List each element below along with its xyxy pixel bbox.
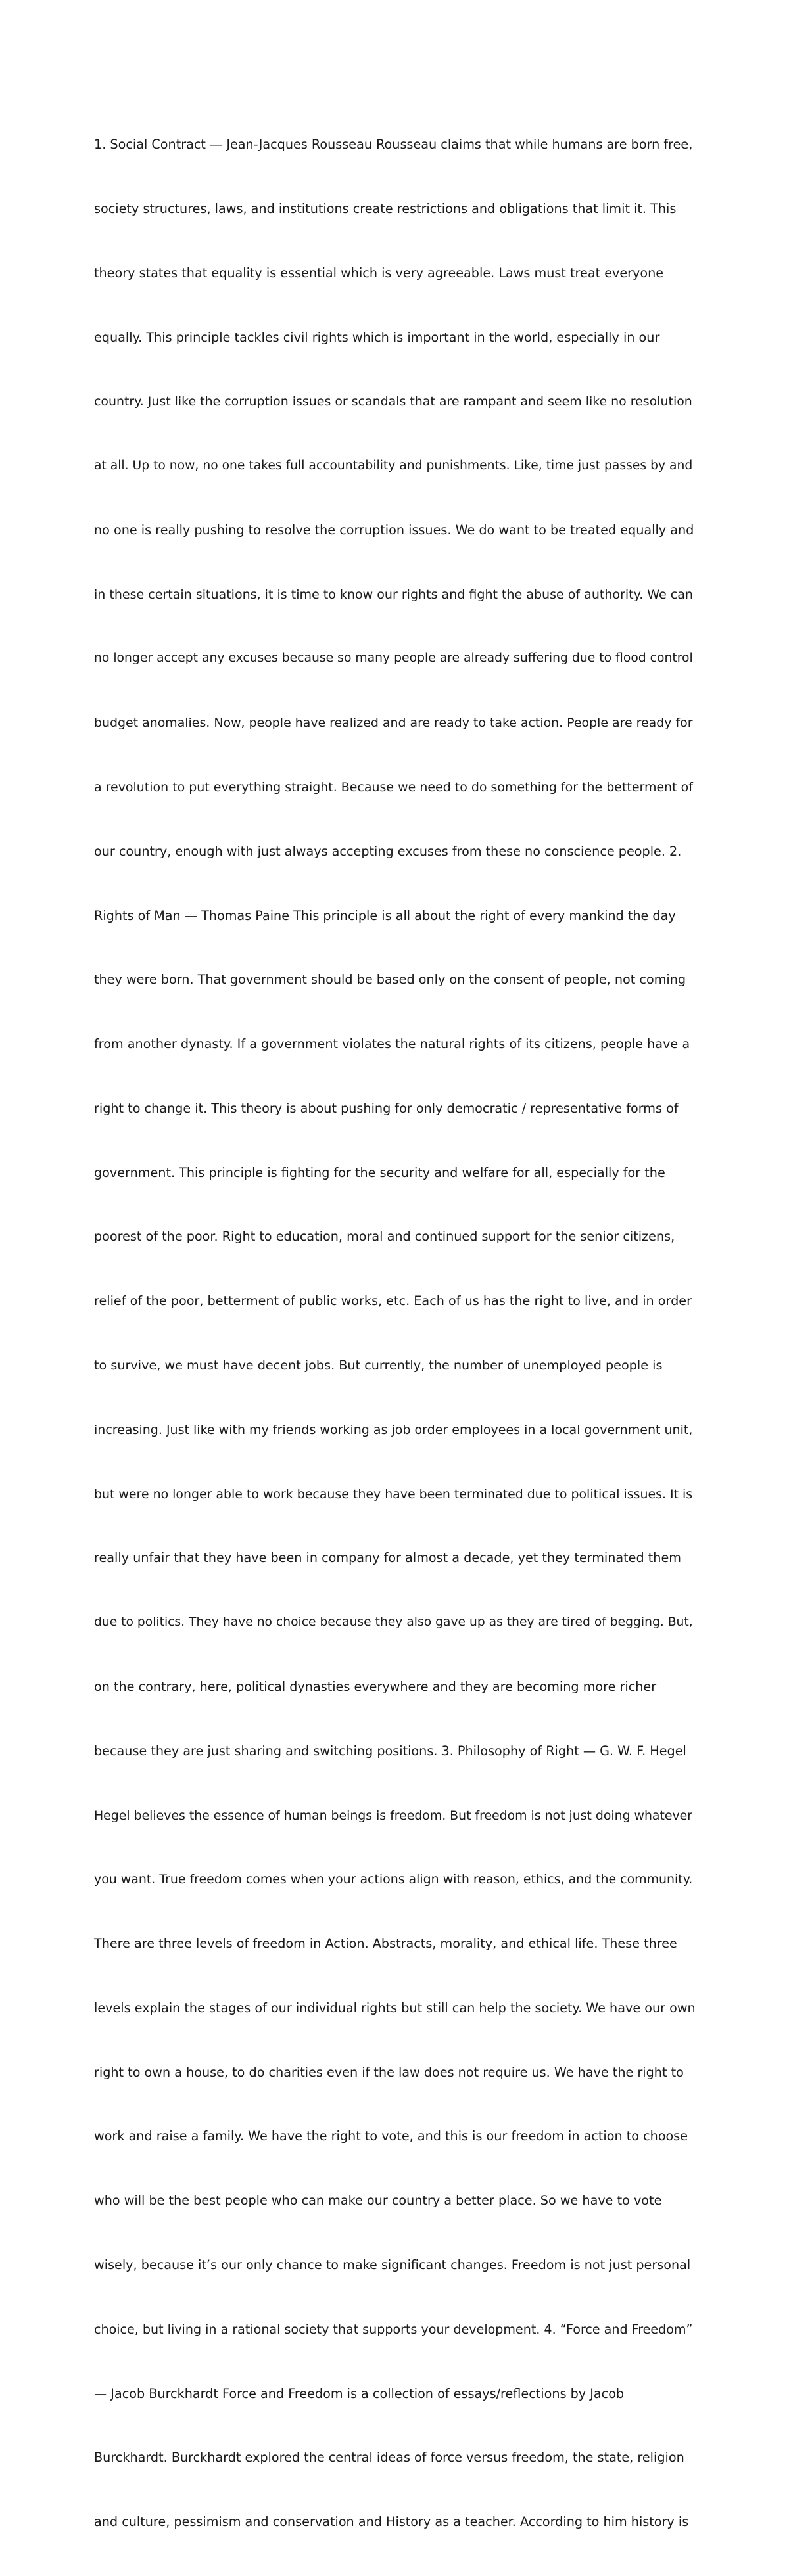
text-line: you want. True freedom comes when your actions align with reason, ethics, and the community. xyxy=(94,1872,693,1887)
text-line: There are three levels of freedom in Action. Abstracts, morality, and ethical life. These three xyxy=(94,1936,677,1952)
text-line: no longer accept any excuses because so many people are already suffering due to flood control xyxy=(94,651,693,666)
essay-body xyxy=(94,91,696,2576)
text-line: Rights of Man — Thomas Paine This principle is all about the right of every mankind the day xyxy=(94,908,676,923)
text-line: budget anomalies. Now, people have realized and are ready to take action. People are ready for xyxy=(94,716,693,731)
text-line: really unfair that they have been in company for almost a decade, yet they terminated them xyxy=(94,1550,681,1566)
text-line: Burckhardt. Burckhardt explored the central ideas of force versus freedom, the state, religion xyxy=(94,2450,684,2466)
text-line: theory states that equality is essential which is very agreeable. Laws must treat everyone xyxy=(94,265,664,281)
text-line: from another dynasty. If a government violates the natural rights of its citizens, people have a xyxy=(94,1036,690,1052)
text-line: in these certain situations, it is time to know our rights and fight the abuse of authority. We can xyxy=(94,587,693,602)
text-line: work and raise a family. We have the right to vote, and this is our freedom in action to choose xyxy=(94,2128,688,2144)
text-line: government. This principle is fighting for the security and welfare for all, especially for the xyxy=(94,1164,665,1180)
text-line: 1. Social Contract — Jean-Jacques Rousseau Rousseau claims that while humans are born free, xyxy=(94,137,693,152)
text-line: poorest of the poor. Right to education, moral and continued support for the senior citizens, xyxy=(94,1229,675,1245)
text-line: and culture, pessimism and conservation and History as a teacher. According to him history is xyxy=(94,2514,689,2530)
text-line: right to change it. This theory is about pushing for only democratic / representative forms of xyxy=(94,1100,679,1116)
text-line: wisely, because it’s our only chance to make significant changes. Freedom is not just personal xyxy=(94,2257,691,2272)
text-line: due to politics. They have no choice because they also gave up as they are tired of begging. But, xyxy=(94,1615,693,1630)
text-line: right to own a house, to do charities even if the law does not require us. We have the right to xyxy=(94,2064,684,2080)
text-line: because they are just sharing and switching positions. 3. Philosophy of Right — G. W. F. Hegel xyxy=(94,1743,686,1759)
text-line: equally. This principle tackles civil rights which is important in the world, especially in our xyxy=(94,329,660,345)
text-line: they were born. That government should be based only on the consent of people, not coming xyxy=(94,972,686,988)
text-line: who will be the best people who can make our country a better place. So we have to vote xyxy=(94,2193,662,2209)
text-line: — Jacob Burckhardt Force and Freedom is a collection of essays/reflections by Jacob xyxy=(94,2385,625,2401)
text-line: at all. Up to now, no one takes full accountability and punishments. Like, time just passes by and xyxy=(94,459,693,473)
text-line: our country, enough with just always accepting excuses from these no conscience people. 2. xyxy=(94,843,682,859)
text-line: to survive, we must have decent jobs. But currently, the number of unemployed people is xyxy=(94,1358,663,1373)
text-line: Hegel believes the essence of human beings is freedom. But freedom is not just doing whatever xyxy=(94,1808,692,1823)
text-line: increasing. Just like with my friends working as job order employees in a local government unit, xyxy=(94,1422,693,1437)
text-line: country. Just like the corruption issues or scandals that are rampant and seem like no resolution xyxy=(94,394,692,409)
text-line: a revolution to put everything straight. Because we need to do something for the betterment of xyxy=(94,780,693,794)
text-line: relief of the poor, betterment of public works, etc. Each of us has the right to live, and in order xyxy=(94,1293,692,1309)
text-line: levels explain the stages of our individual rights but still can help the society. We have our own xyxy=(94,2000,696,2015)
text-line: choice, but living in a rational society that supports your development. 4. “Force and Freedom” xyxy=(94,2322,693,2337)
text-line: no one is really pushing to resolve the corruption issues. We do want to be treated equally and xyxy=(94,522,694,538)
text-line: but were no longer able to work because they have been terminated due to political issues. It is xyxy=(94,1486,693,1502)
text-line: society structures, laws, and institutions create restrictions and obligations that limit it. This xyxy=(94,200,677,216)
text-line: on the contrary, here, political dynasties everywhere and they are becoming more richer xyxy=(94,1678,657,1694)
